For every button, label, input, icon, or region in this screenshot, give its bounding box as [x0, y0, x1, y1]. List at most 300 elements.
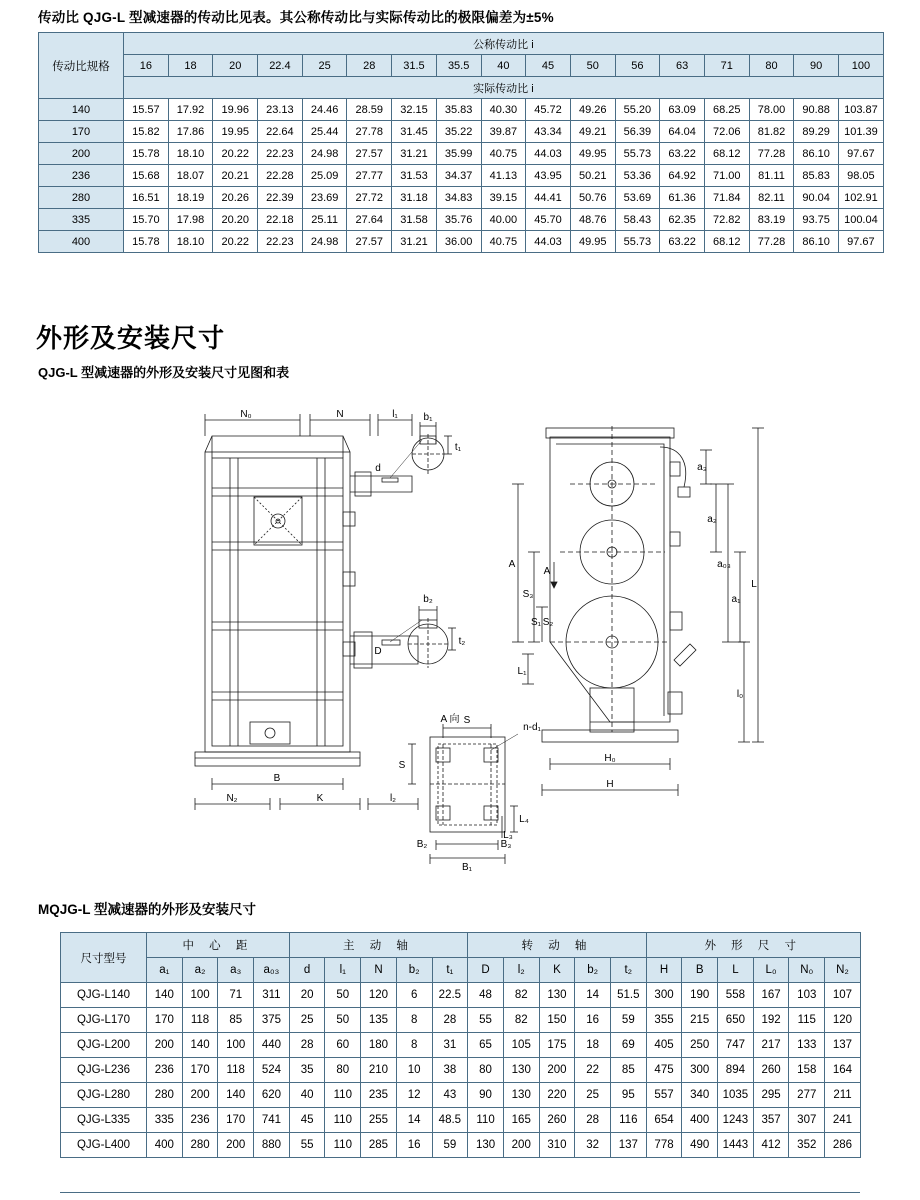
dim-sub-header: d [289, 958, 325, 983]
dim-cell: 90 [468, 1083, 504, 1108]
dim-cell: 51.5 [610, 983, 646, 1008]
table-row [61, 983, 861, 1008]
ratio-cell: 64.04 [660, 121, 705, 143]
dim-cell: 557 [646, 1083, 682, 1108]
ratio-cell: 25.44 [302, 121, 347, 143]
ratio-cell: 34.37 [436, 165, 481, 187]
drawing-label-t2: t₂ [458, 636, 466, 647]
drawing-label-n2: N₂ [226, 793, 238, 804]
ratio-row-spec: 335 [39, 209, 124, 231]
dim-cell: 28 [289, 1033, 325, 1058]
table-row [61, 1108, 861, 1133]
ratio-cell: 22.39 [258, 187, 303, 209]
ratio-cell: 40.30 [481, 99, 526, 121]
ratio-cell: 31.45 [392, 121, 437, 143]
ratio-cell: 55.73 [615, 231, 660, 253]
ratio-cell: 24.46 [302, 99, 347, 121]
dim-cell: 150 [539, 1008, 575, 1033]
ratio-cell: 81.82 [749, 121, 794, 143]
dim-cell: 210 [361, 1058, 397, 1083]
dim-cell: 894 [718, 1058, 754, 1083]
dim-cell: 85 [218, 1008, 254, 1033]
ratio-cell: 68.25 [704, 99, 749, 121]
dim-cell: 558 [718, 983, 754, 1008]
ratio-cell: 20.20 [213, 209, 258, 231]
dim-cell: 100 [218, 1033, 254, 1058]
ratio-nominal-value: 28 [347, 55, 392, 77]
ratio-nominal-value: 50 [570, 55, 615, 77]
dim-cell: 59 [432, 1133, 468, 1158]
dim-cell: 82 [503, 1008, 539, 1033]
drawing-label-l1cap: L₁ [517, 666, 527, 677]
dim-cell: 16 [575, 1008, 611, 1033]
transmission-ratio-table [38, 32, 884, 253]
table-row [61, 1133, 861, 1158]
dim-sub-header: K [539, 958, 575, 983]
dim-cell: 55 [289, 1133, 325, 1158]
ratio-cell: 27.78 [347, 121, 392, 143]
ratio-cell: 31.18 [392, 187, 437, 209]
dim-cell: 25 [575, 1083, 611, 1108]
ratio-cell: 23.69 [302, 187, 347, 209]
dim-cell: 170 [218, 1108, 254, 1133]
ratio-cell: 86.10 [794, 143, 839, 165]
dim-cell: 440 [254, 1033, 290, 1058]
drawing-label-a3: a₃ [697, 462, 707, 473]
dim-cell: 335 [147, 1108, 183, 1133]
dim-cell: 192 [753, 1008, 789, 1033]
ratio-cell: 15.68 [124, 165, 169, 187]
dim-cell: 130 [503, 1058, 539, 1083]
ratio-cell: 58.43 [615, 209, 660, 231]
dim-cell: 747 [718, 1033, 754, 1058]
dim-cell: 45 [289, 1108, 325, 1133]
dim-cell: 130 [503, 1083, 539, 1108]
footer-divider [60, 1192, 860, 1193]
ratio-cell: 40.75 [481, 143, 526, 165]
ratio-cell: 31.21 [392, 143, 437, 165]
dim-cell: 12 [396, 1083, 432, 1108]
dim-cell: 18 [575, 1033, 611, 1058]
ratio-cell: 100.04 [839, 209, 884, 231]
ratio-cell: 16.51 [124, 187, 169, 209]
dim-cell: 130 [539, 983, 575, 1008]
drawing-label-h0: H₀ [604, 753, 616, 764]
dim-cell: 277 [789, 1083, 825, 1108]
ratio-cell: 49.21 [570, 121, 615, 143]
dim-sub-header: l₁ [325, 958, 361, 983]
ratio-cell: 18.10 [168, 143, 213, 165]
ratio-row-spec: 400 [39, 231, 124, 253]
dim-cell: 170 [147, 1008, 183, 1033]
ratio-cell: 20.26 [213, 187, 258, 209]
ratio-cell: 71.84 [704, 187, 749, 209]
ratio-cell: 68.12 [704, 143, 749, 165]
dim-cell: 200 [539, 1058, 575, 1083]
ratio-cell: 25.09 [302, 165, 347, 187]
dim-cell: 180 [361, 1033, 397, 1058]
dim-group-header: 主 动 轴 [289, 933, 467, 958]
ratio-header-row-2 [39, 55, 884, 77]
ratio-cell: 20.21 [213, 165, 258, 187]
dim-cell: 352 [789, 1133, 825, 1158]
ratio-cell: 85.83 [794, 165, 839, 187]
dim-cell: 16 [396, 1133, 432, 1158]
dim-cell: 340 [682, 1083, 718, 1108]
dim-sub-header: B [682, 958, 718, 983]
dim-cell: 71 [218, 983, 254, 1008]
drawing-label-a03: a₀₃ [717, 559, 731, 570]
dim-cell: 65 [468, 1033, 504, 1058]
ratio-nominal-value: 80 [749, 55, 794, 77]
ratio-cell: 28.59 [347, 99, 392, 121]
gearbox-dimension-drawing [150, 392, 790, 892]
dim-cell: 120 [361, 983, 397, 1008]
dim-sub-header: t₂ [610, 958, 646, 983]
dim-cell: 200 [182, 1083, 218, 1108]
dim-cell: 137 [610, 1133, 646, 1158]
ratio-cell: 50.21 [570, 165, 615, 187]
ratio-cell: 22.64 [258, 121, 303, 143]
dim-cell: 236 [147, 1058, 183, 1083]
dim-row-model: QJG-L236 [61, 1058, 147, 1083]
ratio-nominal-value: 100 [839, 55, 884, 77]
dim-cell: 235 [361, 1083, 397, 1108]
dim-cell: 412 [753, 1133, 789, 1158]
ratio-cell: 77.28 [749, 231, 794, 253]
dim-cell: 6 [396, 983, 432, 1008]
ratio-cell: 41.13 [481, 165, 526, 187]
dim-sub-header: D [468, 958, 504, 983]
ratio-cell: 82.11 [749, 187, 794, 209]
dim-cell: 405 [646, 1033, 682, 1058]
ratio-cell: 45.70 [526, 209, 571, 231]
ratio-cell: 22.23 [258, 231, 303, 253]
dim-cell: 241 [825, 1108, 861, 1133]
dim-cell: 260 [753, 1058, 789, 1083]
dim-row-model: QJG-L400 [61, 1133, 147, 1158]
drawing-label-s-top: S [463, 715, 471, 726]
outline-dimension-table [60, 932, 861, 1158]
dim-cell: 107 [825, 983, 861, 1008]
dim-cell: 35 [289, 1058, 325, 1083]
table-row [39, 121, 884, 143]
ratio-cell: 50.76 [570, 187, 615, 209]
dim-cell: 215 [682, 1008, 718, 1033]
dim-cell: 31 [432, 1033, 468, 1058]
ratio-row-spec: 140 [39, 99, 124, 121]
dim-cell: 85 [610, 1058, 646, 1083]
dim-cell: 255 [361, 1108, 397, 1133]
dim-cell: 140 [182, 1033, 218, 1058]
dim-group-header-row [61, 933, 861, 958]
ratio-nominal-value: 35.5 [436, 55, 481, 77]
drawing-label-b2cap: B₂ [416, 839, 428, 850]
ratio-cell: 39.15 [481, 187, 526, 209]
dim-cell: 165 [503, 1108, 539, 1133]
dim-cell: 118 [182, 1008, 218, 1033]
table-row [39, 165, 884, 187]
ratio-cell: 15.57 [124, 99, 169, 121]
dim-cell: 95 [610, 1083, 646, 1108]
drawing-label-nd1: n-d₁ [523, 722, 541, 733]
dim-cell: 50 [325, 1008, 361, 1033]
section-subtitle: QJG-L 型减速器的外形及安装尺寸见图和表 [38, 365, 290, 380]
ratio-cell: 64.92 [660, 165, 705, 187]
dim-cell: 80 [468, 1058, 504, 1083]
drawing-label-l2: l₂ [389, 793, 397, 804]
dimension-table-container [60, 932, 861, 1158]
dim-cell: 475 [646, 1058, 682, 1083]
ratio-cell: 53.36 [615, 165, 660, 187]
dim-cell: 295 [753, 1083, 789, 1108]
dim-sub-header: a₀₃ [254, 958, 290, 983]
dim-cell: 236 [182, 1108, 218, 1133]
ratio-nominal-value: 40 [481, 55, 526, 77]
ratio-nominal-header: 公称传动比 i [124, 33, 884, 55]
dim-cell: 130 [468, 1133, 504, 1158]
table-row [39, 209, 884, 231]
ratio-cell: 27.77 [347, 165, 392, 187]
ratio-cell: 36.00 [436, 231, 481, 253]
dim-cell: 286 [825, 1133, 861, 1158]
dim-row-model: QJG-L170 [61, 1008, 147, 1033]
dim-cell: 59 [610, 1008, 646, 1033]
section-title: 外形及安装尺寸 [36, 323, 226, 353]
drawing-label-d-small: d [375, 463, 381, 474]
drawing-label-b3: B₃ [500, 839, 512, 850]
ratio-cell: 63.22 [660, 231, 705, 253]
dim-cell: 25 [289, 1008, 325, 1033]
ratio-cell: 97.67 [839, 143, 884, 165]
ratio-nominal-value: 90 [794, 55, 839, 77]
drawing-label-s-left: S [398, 760, 406, 771]
ratio-cell: 101.39 [839, 121, 884, 143]
dim-cell: 48 [468, 983, 504, 1008]
drawing-label-b1cap: B₁ [461, 862, 473, 873]
dim-sub-header: N₂ [825, 958, 861, 983]
ratio-cell: 27.72 [347, 187, 392, 209]
drawing-label-l4: L₄ [519, 814, 529, 825]
ratio-cell: 90.04 [794, 187, 839, 209]
ratio-cell: 103.87 [839, 99, 884, 121]
ratio-cell: 55.73 [615, 143, 660, 165]
dim-cell: 69 [610, 1033, 646, 1058]
ratio-cell: 23.13 [258, 99, 303, 121]
ratio-nominal-value: 25 [302, 55, 347, 77]
ratio-cell: 43.95 [526, 165, 571, 187]
dim-cell: 170 [182, 1058, 218, 1083]
ratio-row-spec: 200 [39, 143, 124, 165]
dim-cell: 55 [468, 1008, 504, 1033]
dim-cell: 82 [503, 983, 539, 1008]
drawing-label-d-big: D [374, 646, 382, 657]
ratio-cell: 34.83 [436, 187, 481, 209]
table-row [61, 1083, 861, 1108]
dim-sub-header: a₃ [218, 958, 254, 983]
ratio-cell: 35.22 [436, 121, 481, 143]
drawing-label-s2: S₂ [542, 617, 554, 628]
dim-cell: 357 [753, 1108, 789, 1133]
ratio-cell: 44.41 [526, 187, 571, 209]
dim-cell: 110 [468, 1108, 504, 1133]
drawing-label-l0: l₀ [736, 689, 744, 700]
dim-cell: 307 [789, 1108, 825, 1133]
drawing-label-a1: a₁ [731, 594, 741, 605]
dim-cell: 620 [254, 1083, 290, 1108]
dim-cell: 217 [753, 1033, 789, 1058]
dim-cell: 490 [682, 1133, 718, 1158]
ratio-cell: 45.72 [526, 99, 571, 121]
ratio-nominal-value: 71 [704, 55, 749, 77]
dim-cell: 110 [325, 1133, 361, 1158]
dim-cell: 200 [218, 1133, 254, 1158]
ratio-cell: 49.95 [570, 231, 615, 253]
drawing-label-s1: S₁ [530, 617, 542, 628]
drawing-label-k: K [316, 793, 324, 804]
dim-cell: 28 [575, 1108, 611, 1133]
dim-cell: 8 [396, 1033, 432, 1058]
dim-cell: 1035 [718, 1083, 754, 1108]
ratio-cell: 61.36 [660, 187, 705, 209]
dim-cell: 250 [682, 1033, 718, 1058]
ratio-cell: 72.06 [704, 121, 749, 143]
dim-sub-header: N₀ [789, 958, 825, 983]
ratio-cell: 63.22 [660, 143, 705, 165]
drawing-label-t1: t₁ [454, 442, 462, 453]
dim-cell: 118 [218, 1058, 254, 1083]
dim-cell: 285 [361, 1133, 397, 1158]
ratio-cell: 31.53 [392, 165, 437, 187]
dim-cell: 211 [825, 1083, 861, 1108]
dim-cell: 22.5 [432, 983, 468, 1008]
dim-cell: 741 [254, 1108, 290, 1133]
dim-cell: 310 [539, 1133, 575, 1158]
ratio-cell: 31.58 [392, 209, 437, 231]
dim-cell: 28 [432, 1008, 468, 1033]
dim-cell: 200 [503, 1133, 539, 1158]
ratio-cell: 98.05 [839, 165, 884, 187]
ratio-cell: 22.18 [258, 209, 303, 231]
ratio-cell: 40.00 [481, 209, 526, 231]
dim-cell: 10 [396, 1058, 432, 1083]
ratio-cell: 56.39 [615, 121, 660, 143]
dim-sub-header: b₂ [396, 958, 432, 983]
ratio-cell: 97.67 [839, 231, 884, 253]
ratio-cell: 19.95 [213, 121, 258, 143]
ratio-cell: 71.00 [704, 165, 749, 187]
dim-cell: 40 [289, 1083, 325, 1108]
drawing-label-l1: l₁ [392, 409, 398, 420]
ratio-cell: 17.92 [168, 99, 213, 121]
dim-sub-header: H [646, 958, 682, 983]
dim-row-model: QJG-L200 [61, 1033, 147, 1058]
dim-sub-header: l₂ [503, 958, 539, 983]
drawing-label-b: B [273, 773, 281, 784]
ratio-cell: 102.91 [839, 187, 884, 209]
drawing-label-n0: N₀ [240, 409, 252, 420]
dim-cell: 400 [147, 1133, 183, 1158]
ratio-cell: 90.88 [794, 99, 839, 121]
ratio-nominal-value: 63 [660, 55, 705, 77]
ratio-cell: 20.22 [213, 143, 258, 165]
dim-cell: 22 [575, 1058, 611, 1083]
dim-sub-header: N [361, 958, 397, 983]
dim-cell: 32 [575, 1133, 611, 1158]
dim-cell: 300 [646, 983, 682, 1008]
drawing-label-a-view: A 向 [440, 714, 460, 725]
dim-sub-header: a₁ [147, 958, 183, 983]
table-row [61, 1008, 861, 1033]
dim-cell: 400 [682, 1108, 718, 1133]
dim-cell: 140 [218, 1083, 254, 1108]
ratio-cell: 15.82 [124, 121, 169, 143]
table-row [39, 231, 884, 253]
dim-cell: 14 [575, 983, 611, 1008]
dim-cell: 110 [325, 1108, 361, 1133]
dim-cell: 1243 [718, 1108, 754, 1133]
ratio-cell: 55.20 [615, 99, 660, 121]
ratio-cell: 44.03 [526, 143, 571, 165]
dim-cell: 133 [789, 1033, 825, 1058]
ratio-cell: 27.57 [347, 231, 392, 253]
dim-cell: 140 [147, 983, 183, 1008]
ratio-row-spec: 170 [39, 121, 124, 143]
ratio-nominal-value: 22.4 [258, 55, 303, 77]
drawing-label-h: H [606, 779, 614, 790]
dim-cell: 137 [825, 1033, 861, 1058]
ratio-cell: 81.11 [749, 165, 794, 187]
dimension-table-caption: MQJG-L 型减速器的外形及安装尺寸 [38, 902, 257, 917]
dim-cell: 778 [646, 1133, 682, 1158]
ratio-nominal-value: 20 [213, 55, 258, 77]
dim-cell: 311 [254, 983, 290, 1008]
ratio-row-spec: 236 [39, 165, 124, 187]
ratio-header-row-1 [39, 33, 884, 55]
table-row [39, 187, 884, 209]
ratio-cell: 86.10 [794, 231, 839, 253]
dim-cell: 48.5 [432, 1108, 468, 1133]
ratio-spec-header: 传动比规格 [39, 33, 124, 99]
drawing-label-a-arrow: A [543, 566, 551, 577]
dim-cell: 8 [396, 1008, 432, 1033]
ratio-cell: 15.78 [124, 143, 169, 165]
ratio-cell: 35.83 [436, 99, 481, 121]
dim-cell: 280 [182, 1133, 218, 1158]
ratio-cell: 48.76 [570, 209, 615, 231]
ratio-cell: 49.26 [570, 99, 615, 121]
ratio-cell: 17.98 [168, 209, 213, 231]
drawing-label-b1: b₁ [423, 412, 433, 423]
dim-row-model: QJG-L280 [61, 1083, 147, 1108]
ratio-cell: 35.99 [436, 143, 481, 165]
dim-cell: 300 [682, 1058, 718, 1083]
ratio-cell: 32.15 [392, 99, 437, 121]
dim-cell: 220 [539, 1083, 575, 1108]
dim-cell: 80 [325, 1058, 361, 1083]
ratio-nominal-value: 16 [124, 55, 169, 77]
ratio-cell: 39.87 [481, 121, 526, 143]
ratio-cell: 27.64 [347, 209, 392, 231]
dim-cell: 38 [432, 1058, 468, 1083]
dim-cell: 175 [539, 1033, 575, 1058]
ratio-cell: 18.07 [168, 165, 213, 187]
drawing-label-b2: b₂ [423, 594, 433, 605]
drawing-label-s3: S₃ [522, 589, 534, 600]
ratio-cell: 43.34 [526, 121, 571, 143]
dim-cell: 167 [753, 983, 789, 1008]
ratio-header-row-3 [39, 77, 884, 99]
